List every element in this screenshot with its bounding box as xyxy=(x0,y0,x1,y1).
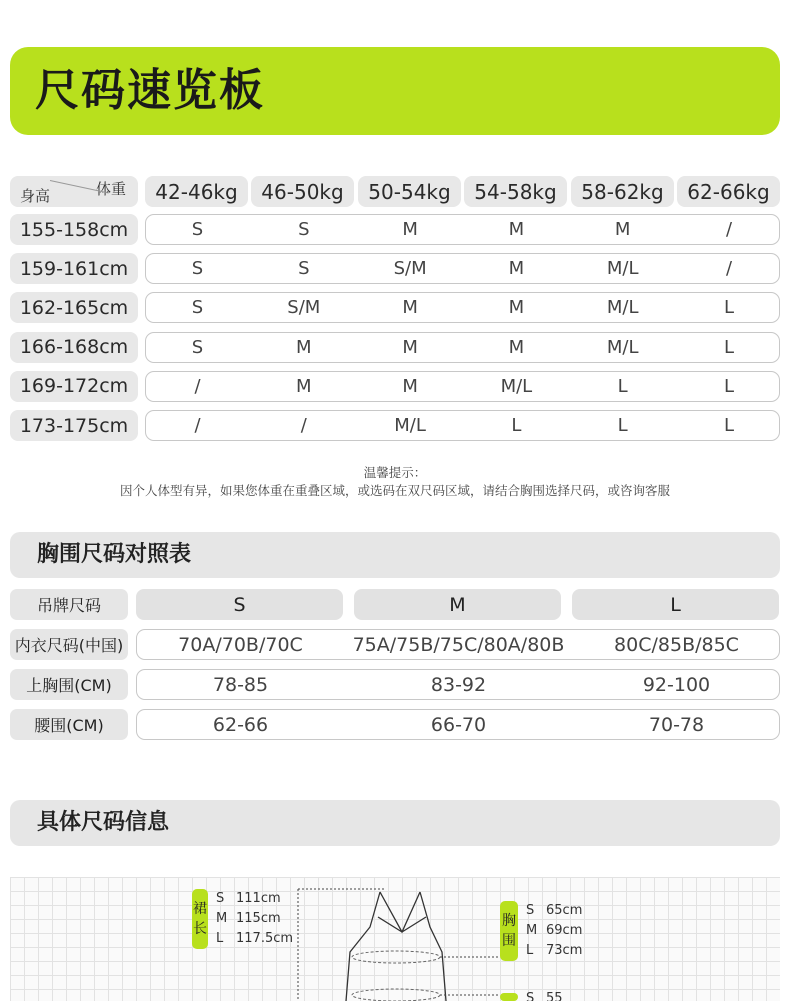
garment-outline xyxy=(346,892,446,1001)
weight-header-cell xyxy=(145,176,248,207)
weight-header-cell xyxy=(677,176,780,207)
height-label-cell xyxy=(10,253,138,284)
size-cell: M xyxy=(296,375,312,397)
weight-header-cell xyxy=(251,176,354,207)
size-cell: M/L xyxy=(606,258,639,280)
weight-header-cell xyxy=(571,176,674,207)
skirt-length-tag xyxy=(192,889,208,949)
detail-section-title: 具体尺码信息 xyxy=(37,810,170,835)
height-label: 155-158cm xyxy=(19,218,129,241)
size-cell: S xyxy=(298,258,310,280)
size-cell: M xyxy=(402,297,418,319)
height-label-cell xyxy=(10,214,138,245)
size-cell: L xyxy=(617,375,628,397)
chest-value-cell: 78-85 xyxy=(212,673,269,696)
banner-title: 尺码速览板 xyxy=(35,65,265,116)
size-cell: M/L xyxy=(500,375,533,397)
size-cell: L xyxy=(723,297,735,319)
size-cell: M/L xyxy=(606,336,639,358)
chest-value-cell: 70A/70B/70C xyxy=(178,633,303,656)
size-cell: / xyxy=(194,415,201,436)
size-cell: M/L xyxy=(606,297,639,319)
chest-row-label: 内衣尺码(中国) xyxy=(10,629,128,660)
table-row xyxy=(136,709,780,740)
size-cell: / xyxy=(725,219,733,240)
size-cell: L xyxy=(511,415,522,436)
chest-value-cell: 70-78 xyxy=(648,713,705,736)
size-cell: S xyxy=(191,297,204,319)
table-row xyxy=(145,332,780,363)
chest-header-label: 吊牌尺码 xyxy=(10,589,128,620)
tip-title: 温馨提示： xyxy=(363,465,427,480)
weight-header-label: 62-66kg xyxy=(687,179,770,204)
size-cell: M/L xyxy=(394,415,426,436)
size-cell: M xyxy=(508,219,525,240)
size-header-cell: M xyxy=(354,589,561,620)
height-label-cell xyxy=(10,410,138,441)
list-item: M 115cm xyxy=(216,911,281,926)
weight-header-label: 46-50kg xyxy=(261,179,344,204)
size-cell: S/M xyxy=(393,258,427,280)
table-row xyxy=(145,410,780,441)
chest-value-cell: 92-100 xyxy=(642,673,711,696)
chest-value-cell: 66-70 xyxy=(430,713,487,736)
chest-ellipse xyxy=(352,951,440,963)
chest-row-label: 腰围(CM) xyxy=(10,709,128,740)
size-cell: L xyxy=(723,375,735,397)
detail-section-header xyxy=(10,800,780,846)
chest-char-1: 胸 xyxy=(502,913,516,929)
size-cell: S xyxy=(191,258,204,280)
chest-tag xyxy=(500,901,518,961)
table-row xyxy=(145,214,780,245)
list-item: L 117.5cm xyxy=(216,931,294,946)
height-label-cell xyxy=(10,332,138,363)
chest-section-header xyxy=(10,532,780,578)
title-banner xyxy=(10,47,780,135)
height-label-cell xyxy=(10,292,138,323)
size-cell: S xyxy=(298,219,310,240)
weight-header-label: 58-62kg xyxy=(581,179,664,204)
corner-weight-label: 体重 xyxy=(95,180,126,198)
size-cell: / xyxy=(725,258,733,280)
size-header-cell: L xyxy=(572,589,779,620)
table-row xyxy=(136,629,780,660)
height-label: 173-175cm xyxy=(19,414,129,437)
chest-value-cell: 83-92 xyxy=(430,673,487,696)
size-cell: M xyxy=(508,336,525,358)
size-cell: M xyxy=(508,258,525,280)
size-cell: M xyxy=(296,336,312,358)
tip-text: 因个人体型有异，如果您体重在重叠区域，或选码在双尺码区域，请结合胸围选择尺码，或咨询客服 xyxy=(119,483,670,498)
chest-value-cell: 80C/85B/85C xyxy=(614,633,739,656)
height-label-cell xyxy=(10,371,138,402)
list-item: S 65cm xyxy=(526,903,583,918)
skirt-length-values xyxy=(216,889,293,949)
waist-tag xyxy=(500,993,518,1001)
weight-header-label: 54-58kg xyxy=(474,179,557,204)
table-row xyxy=(136,669,780,700)
size-cell: / xyxy=(300,415,307,436)
skirt-length-char-1: 裙 xyxy=(193,901,207,917)
size-cell: S xyxy=(191,219,204,240)
height-label: 162-165cm xyxy=(19,296,129,319)
size-cell: / xyxy=(194,375,201,397)
chest-value-cell: 62-66 xyxy=(212,713,269,736)
weight-header-label: 42-46kg xyxy=(155,179,238,204)
waist-values: S 55 xyxy=(526,991,563,1001)
chest-char-2: 围 xyxy=(502,933,516,949)
skirt-length-char-2: 长 xyxy=(193,921,207,937)
garment-sketch xyxy=(10,877,780,1001)
size-cell: S/M xyxy=(287,297,321,319)
size-cell: M xyxy=(614,219,631,240)
size-cell: M xyxy=(402,336,418,358)
size-cell: L xyxy=(723,415,735,436)
weight-header-cell xyxy=(358,176,461,207)
chest-section-title: 胸围尺码对照表 xyxy=(37,542,192,567)
corner-height-label: 身高 xyxy=(20,187,51,205)
chest-values xyxy=(526,901,582,961)
chest-row-label: 上胸围(CM) xyxy=(10,669,128,700)
table-row xyxy=(145,253,780,284)
height-label: 159-161cm xyxy=(19,257,129,280)
height-label: 166-168cm xyxy=(19,336,129,359)
size-cell: M xyxy=(402,375,418,397)
list-item: S 111cm xyxy=(216,891,281,906)
table-row xyxy=(145,292,780,323)
weight-header-cell xyxy=(464,176,567,207)
measurement-grid xyxy=(10,877,780,1001)
size-cell: L xyxy=(617,415,628,436)
size-header-cell: S xyxy=(136,589,343,620)
waist-ellipse xyxy=(352,989,440,1001)
list-item: L 73cm xyxy=(526,943,583,958)
size-cell: M xyxy=(508,297,525,319)
table-row xyxy=(145,371,780,402)
size-cell: S xyxy=(191,336,204,358)
size-cell: L xyxy=(723,336,735,358)
size-cell: M xyxy=(402,219,418,240)
corner-header-cell xyxy=(10,176,138,207)
weight-header-label: 50-54kg xyxy=(368,179,451,204)
chest-value-cell: 75A/75B/75C/80A/80B xyxy=(352,633,565,656)
list-item: M 69cm xyxy=(526,923,583,938)
height-label: 169-172cm xyxy=(19,375,129,398)
